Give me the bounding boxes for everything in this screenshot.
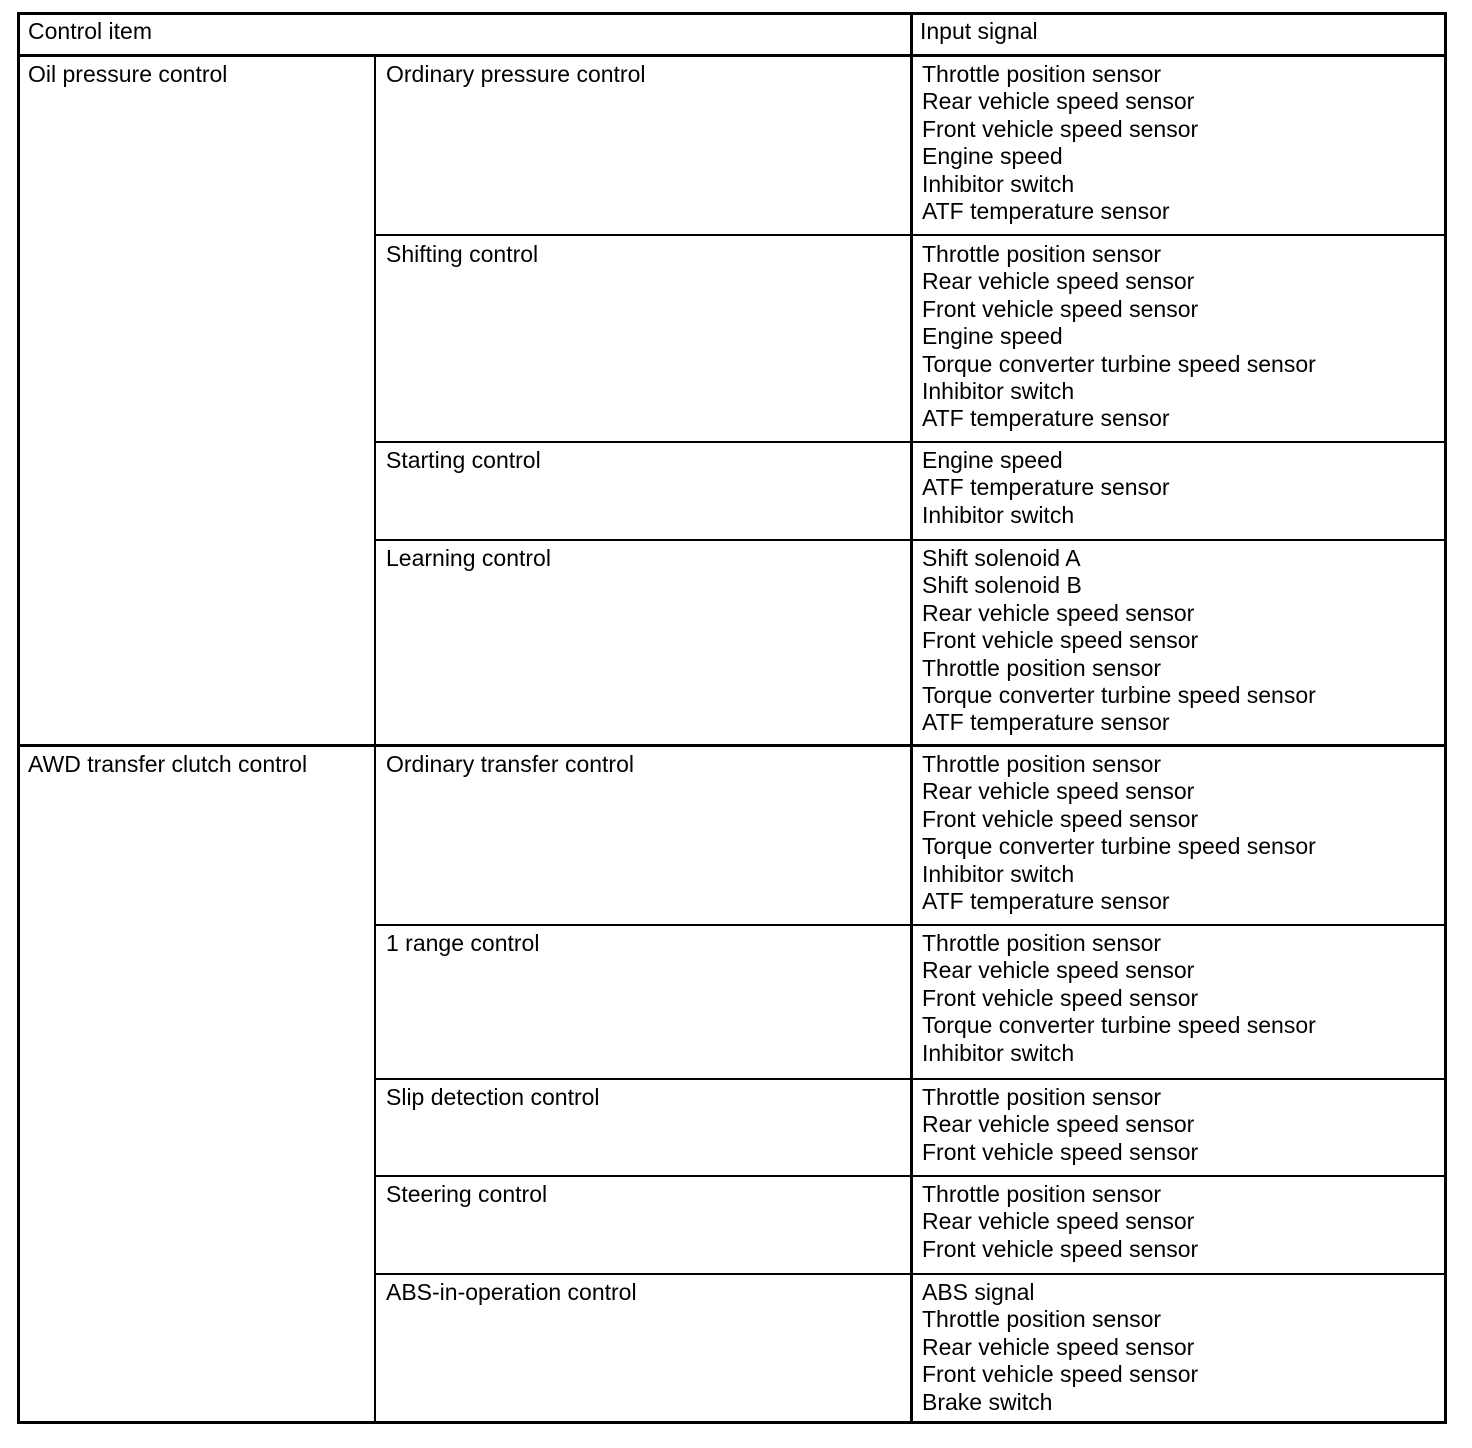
- input-signal: Front vehicle speed sensor: [922, 805, 1199, 832]
- control-item: Learning control: [386, 545, 551, 571]
- input-signal: ATF temperature sensor: [922, 405, 1170, 432]
- column-rule-subitem: [374, 55, 376, 1421]
- input-signal: ABS signal: [922, 1279, 1035, 1305]
- input-signal: Rear vehicle speed sensor: [922, 1111, 1195, 1138]
- input-signal: Shift solenoid B: [922, 572, 1082, 599]
- input-signal: Engine speed: [922, 323, 1063, 350]
- input-signal: Throttle position sensor: [922, 1306, 1162, 1333]
- input-signal: Rear vehicle speed sensor: [922, 1333, 1195, 1360]
- input-signal: Front vehicle speed sensor: [922, 627, 1199, 654]
- control-item: ABS-in-operation control: [386, 1279, 637, 1305]
- control-item: Starting control: [386, 447, 541, 473]
- input-signal: Throttle position sensor: [922, 241, 1162, 267]
- control-item: Shifting control: [386, 241, 539, 267]
- row-rule: [375, 924, 1444, 926]
- input-signal: Front vehicle speed sensor: [922, 1235, 1199, 1262]
- group-name-oil-pressure-control: Oil pressure control: [28, 61, 228, 87]
- row-rule: [375, 1273, 1444, 1275]
- input-signal: ATF temperature sensor: [922, 709, 1170, 736]
- input-signal: Torque converter turbine speed sensor: [922, 1012, 1316, 1039]
- input-signal: Inhibitor switch: [922, 501, 1075, 528]
- input-signal: Rear vehicle speed sensor: [922, 778, 1195, 805]
- row-rule: [375, 441, 1444, 443]
- input-signal: Throttle position sensor: [922, 654, 1162, 681]
- input-signal: Front vehicle speed sensor: [922, 115, 1199, 142]
- input-signal: Brake switch: [922, 1388, 1053, 1415]
- input-signal: Shift solenoid A: [922, 545, 1081, 571]
- input-signal: Throttle position sensor: [922, 61, 1162, 87]
- control-item: Ordinary pressure control: [386, 61, 646, 87]
- input-signal: Torque converter turbine speed sensor: [922, 833, 1316, 860]
- row-rule-group-divider: [20, 744, 1444, 747]
- header-control-item: Control item: [28, 18, 152, 44]
- input-signal: Rear vehicle speed sensor: [922, 1208, 1195, 1235]
- input-signal: ATF temperature sensor: [922, 888, 1170, 914]
- input-signal: Throttle position sensor: [922, 1084, 1162, 1110]
- control-item: Ordinary transfer control: [386, 751, 634, 777]
- input-signal: Rear vehicle speed sensor: [922, 268, 1195, 295]
- input-signal: Rear vehicle speed sensor: [922, 599, 1195, 626]
- input-signal: Inhibitor switch: [922, 170, 1075, 197]
- input-signal: ATF temperature sensor: [922, 474, 1170, 501]
- group-name-awd-transfer-clutch-control: AWD transfer clutch control: [28, 751, 308, 777]
- control-item: Steering control: [386, 1181, 548, 1207]
- row-rule: [375, 1078, 1444, 1080]
- input-signal: Torque converter turbine speed sensor: [922, 682, 1316, 708]
- control-item: Slip detection control: [386, 1084, 600, 1110]
- input-signal: Front vehicle speed sensor: [922, 295, 1199, 322]
- input-signal: Rear vehicle speed sensor: [922, 957, 1195, 984]
- input-signal: Front vehicle speed sensor: [922, 1361, 1199, 1388]
- row-rule: [375, 539, 1444, 541]
- control-item: 1 range control: [386, 930, 540, 956]
- input-signal: Throttle position sensor: [922, 1181, 1162, 1207]
- input-signal: ATF temperature sensor: [922, 198, 1170, 224]
- input-signal: Front vehicle speed sensor: [922, 984, 1199, 1011]
- header-input-signal: Input signal: [920, 18, 1038, 44]
- input-signal: Torque converter turbine speed sensor: [922, 350, 1316, 377]
- input-signal: Front vehicle speed sensor: [922, 1138, 1199, 1165]
- input-signal: Rear vehicle speed sensor: [922, 88, 1195, 115]
- row-rule: [375, 234, 1444, 236]
- column-rule-input: [910, 15, 913, 1421]
- input-signal: Engine speed: [922, 447, 1063, 473]
- row-rule: [375, 1175, 1444, 1177]
- input-signal: Inhibitor switch: [922, 860, 1075, 887]
- row-rule-header: [20, 54, 1444, 57]
- input-signal: Inhibitor switch: [922, 1039, 1075, 1066]
- input-signal: Inhibitor switch: [922, 378, 1075, 404]
- input-signal: Throttle position sensor: [922, 930, 1162, 956]
- input-signal: Engine speed: [922, 143, 1063, 170]
- input-signal: Throttle position sensor: [922, 751, 1162, 777]
- control-signal-table: [17, 12, 1447, 1424]
